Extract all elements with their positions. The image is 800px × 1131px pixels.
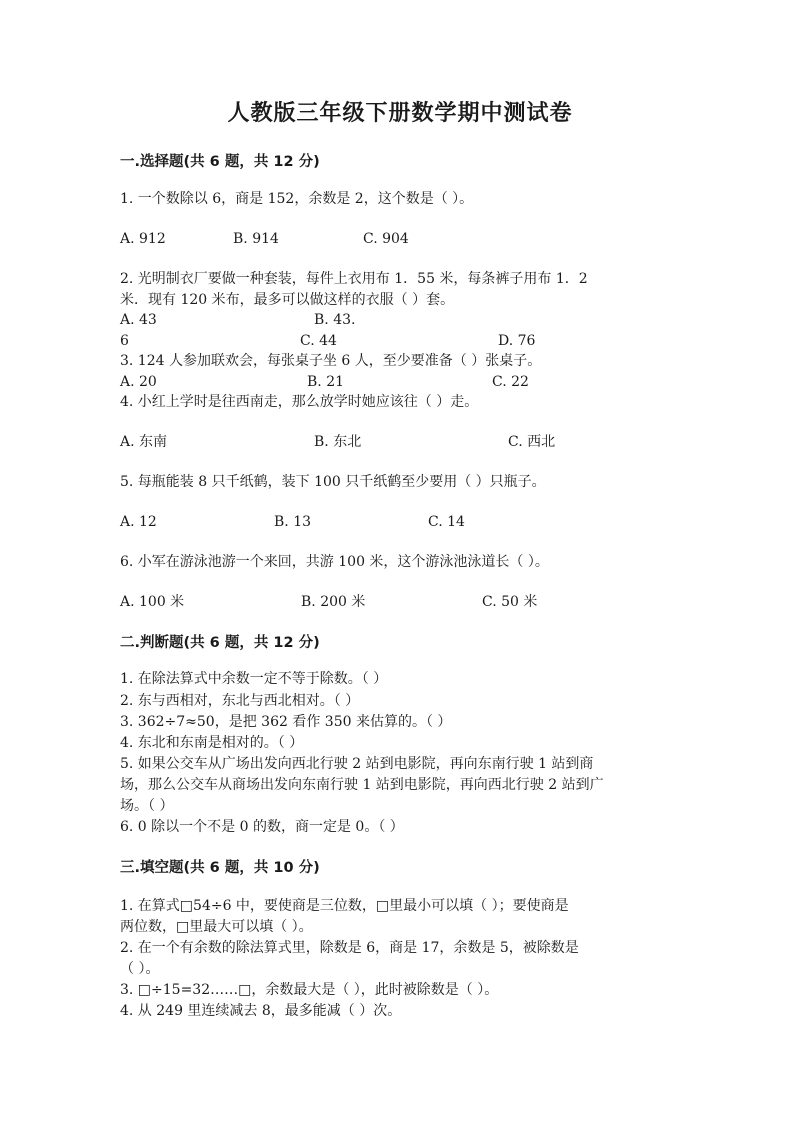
question-text: 两位数，□里最大可以填（ ）。 — [120, 919, 313, 935]
question-text: 3. 124 人参加联欢会，每张桌子坐 6 人，至少要准备（ ）张桌子。 — [120, 353, 542, 369]
option-c: C. 西北 — [508, 434, 556, 450]
option-a: A. 20 — [120, 374, 157, 390]
option-b: B. 43. — [314, 312, 356, 328]
question-text: 6. 小军在游泳池游一个来回，共游 100 米，这个游泳池泳道长（ ）。 — [120, 554, 549, 570]
option-d: D. 76 — [498, 333, 536, 349]
section-heading-fill: 三.填空题(共 6 题，共 10 分) — [120, 860, 320, 876]
question-text: 6. 0 除以一个不是 0 的数，商一定是 0。（ ） — [120, 819, 404, 835]
option-a: A. 912 — [120, 231, 166, 247]
option-b-continued: 6 — [120, 333, 129, 349]
option-b: B. 21 — [307, 374, 345, 390]
section-heading-judge: 二.判断题(共 6 题，共 12 分) — [120, 635, 320, 651]
option-c: C. 14 — [428, 514, 465, 530]
question-text: 场，那么公交车从商场出发向东南行驶 1 站到电影院，再向西北行驶 2 站到广 — [120, 777, 604, 793]
question-text: 2. 光明制衣厂要做一种套装，每件上衣用布 1．55 米，每条裤子用布 1．2 — [120, 271, 588, 287]
page-title: 人教版三年级下册数学期中测试卷 — [227, 101, 573, 126]
question-text: （ ）。 — [120, 961, 160, 977]
option-c: C. 50 米 — [482, 594, 538, 610]
question-text: 2. 东与西相对，东北与西北相对。（ ） — [120, 693, 360, 709]
question-text: 1. 在除法算式中余数一定不等于除数。（ ） — [120, 671, 388, 687]
question-text: 4. 东北和东南是相对的。（ ） — [120, 735, 304, 751]
option-c: C. 44 — [300, 333, 337, 349]
option-c: C. 904 — [363, 231, 409, 247]
option-a: A. 东南 — [120, 434, 168, 450]
question-text: 5. 如果公交车从广场出发向西北行驶 2 站到电影院，再向东南行驶 1 站到商 — [120, 756, 594, 772]
question-text: 1. 在算式□54÷6 中，要使商是三位数，□里最小可以填（ ）；要使商是 — [120, 898, 569, 914]
option-a: A. 100 米 — [120, 594, 185, 610]
option-c: C. 22 — [492, 374, 529, 390]
question-text: 3. □÷15=32……□，余数最大是（ ），此时被除数是（ ）。 — [120, 982, 499, 998]
question-text: 4. 小红上学时是往西南走，那么放学时她应该往（ ）走。 — [120, 394, 479, 410]
question-text: 场。（ ） — [120, 798, 174, 814]
option-a: A. 12 — [120, 514, 157, 530]
question-text: 1. 一个数除以 6，商是 152，余数是 2，这个数是（ ）。 — [120, 191, 474, 207]
option-b: B. 914 — [233, 231, 279, 247]
question-text: 3. 362÷7≈50，是把 362 看作 350 来估算的。（ ） — [120, 714, 452, 730]
option-b: B. 200 米 — [301, 594, 366, 610]
option-b: B. 东北 — [314, 434, 362, 450]
option-a: A. 43 — [120, 312, 157, 328]
section-heading-choice: 一.选择题(共 6 题，共 12 分) — [120, 154, 320, 170]
question-text: 2. 在一个有余数的除法算式里，除数是 6，商是 17，余数是 5，被除数是 — [120, 940, 579, 956]
question-text: 米．现有 120 米布，最多可以做这样的衣服（ ）套。 — [120, 292, 455, 308]
question-text: 4. 从 249 里连续减去 8，最多能减（ ）次。 — [120, 1003, 402, 1019]
question-text: 5. 每瓶能装 8 只千纸鹤，装下 100 只千纸鹤至少要用（ ）只瓶子。 — [120, 474, 546, 490]
option-b: B. 13 — [274, 514, 312, 530]
